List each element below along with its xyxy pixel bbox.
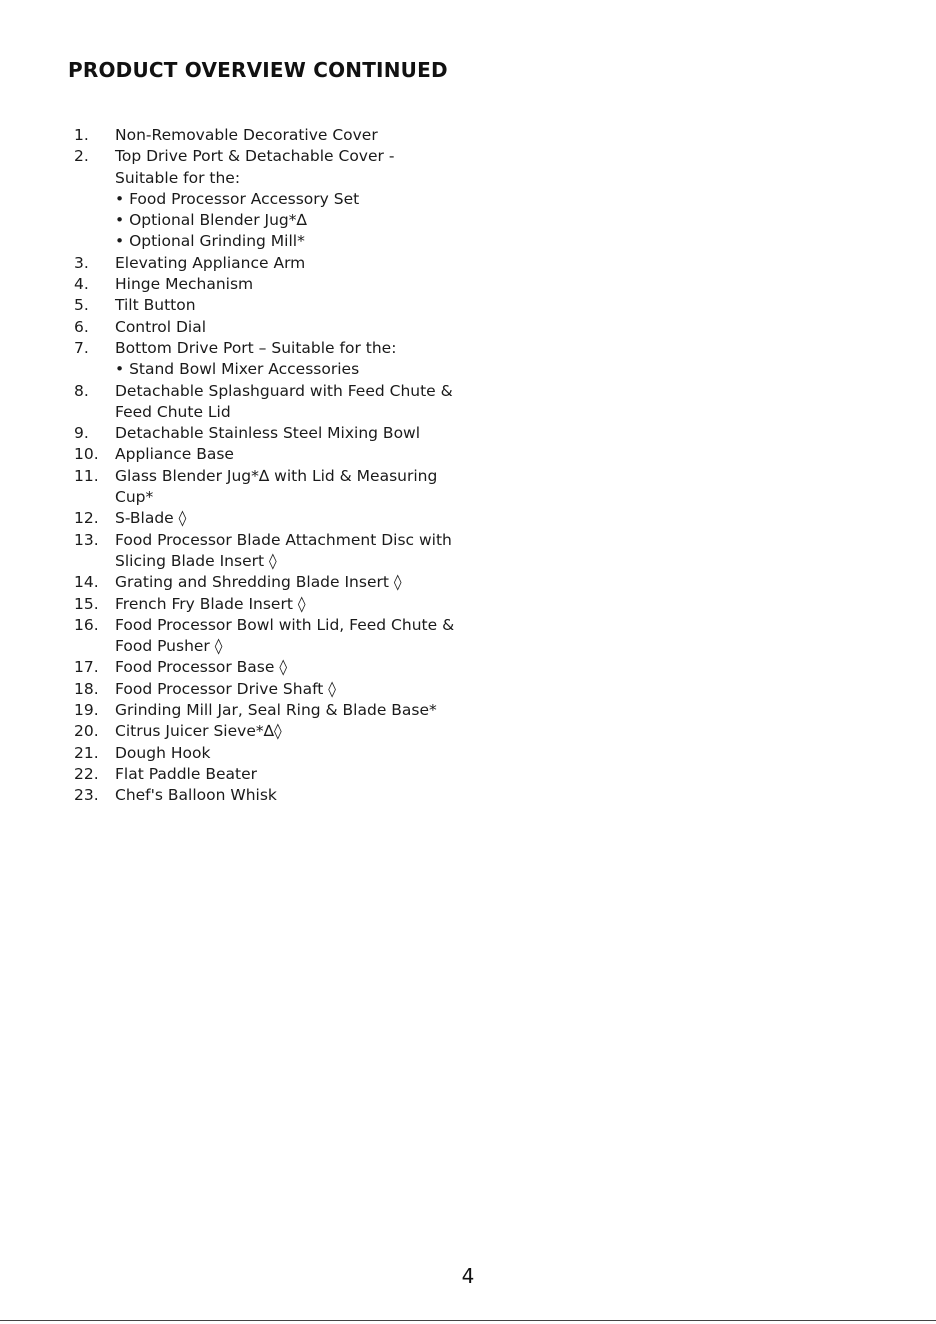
item-number: [74, 168, 115, 189]
item-number: 20.: [74, 722, 99, 741]
item-text: Tilt Button: [115, 296, 196, 315]
item-number: 12.: [74, 509, 99, 528]
list-item: [74, 253, 494, 274]
list-item-continuation: [74, 636, 494, 657]
list-item: [74, 317, 494, 338]
item-number: 10.: [74, 445, 99, 464]
item-text: • Food Processor Accessory Set: [115, 189, 360, 208]
list-item: [74, 444, 494, 465]
list-item-bullet: [74, 189, 494, 210]
list-item-continuation: [74, 551, 494, 572]
item-text: Non-Removable Decorative Cover: [115, 126, 378, 144]
list-item-bullet: [74, 231, 494, 252]
item-text: Food Processor Base ◊: [115, 658, 288, 677]
list-item: [74, 700, 494, 721]
list-item: [74, 508, 494, 529]
item-number: 6.: [74, 317, 89, 336]
list-item-bullet: [74, 210, 494, 231]
item-number: 21.: [74, 743, 99, 762]
item-text: Food Processor Drive Shaft ◊: [115, 679, 336, 698]
item-number: 17.: [74, 658, 99, 677]
list-item: [74, 594, 494, 615]
list-item: [74, 466, 494, 487]
item-text: Slicing Blade Insert ◊: [115, 551, 277, 570]
list-item: [74, 125, 494, 146]
item-text: Dough Hook: [115, 743, 211, 762]
item-number: 9.: [74, 424, 89, 443]
item-number: 7.: [74, 338, 89, 357]
item-number: [74, 551, 115, 572]
item-text: Grating and Shredding Blade Insert ◊: [115, 573, 402, 592]
list-item: [74, 743, 494, 764]
item-text: Appliance Base: [115, 445, 234, 464]
item-number: 13.: [74, 530, 99, 549]
item-number: 1.: [74, 126, 89, 144]
list-item-bullet: [74, 359, 494, 380]
item-number: 15.: [74, 594, 99, 613]
item-text: Cup*: [115, 488, 154, 507]
list-item-continuation: [74, 168, 494, 189]
item-text: Grinding Mill Jar, Seal Ring & Blade Base*: [115, 701, 437, 720]
list-item: [74, 764, 494, 785]
item-text: Glass Blender Jug*∆ with Lid & Measuring: [115, 466, 438, 485]
item-text: Citrus Juicer Sieve*∆◊: [115, 722, 282, 741]
item-text: Food Processor Bowl with Lid, Feed Chute &: [115, 615, 455, 634]
page-number: 4: [461, 1264, 475, 1288]
list-item: [74, 338, 494, 359]
page-title: PRODUCT OVERVIEW CONTINUED: [68, 58, 448, 82]
list-item: [74, 530, 494, 551]
list-item: [74, 615, 494, 636]
item-number: 3.: [74, 253, 89, 272]
list-item: [74, 721, 494, 742]
item-text: Detachable Splashguard with Feed Chute &: [115, 381, 453, 400]
item-number: 4.: [74, 275, 89, 294]
item-text: • Optional Grinding Mill*: [115, 232, 305, 251]
item-text: Food Processor Blade Attachment Disc with: [115, 530, 452, 549]
item-number: 16.: [74, 615, 99, 634]
item-text: Suitable for the:: [115, 168, 241, 187]
item-text: Top Drive Port & Detachable Cover -: [115, 147, 395, 166]
item-text: Detachable Stainless Steel Mixing Bowl: [115, 424, 421, 443]
item-text: Elevating Appliance Arm: [115, 253, 306, 272]
list-item: [74, 295, 494, 316]
parts-list: [74, 125, 494, 807]
item-number: 23.: [74, 786, 99, 805]
item-number: [74, 231, 115, 252]
list-item: [74, 423, 494, 444]
item-number: [74, 487, 115, 508]
item-text: Control Dial: [115, 317, 207, 336]
item-text: Food Pusher ◊: [115, 637, 223, 656]
list-item: [74, 146, 494, 167]
item-text: French Fry Blade Insert ◊: [115, 594, 306, 613]
list-item-continuation: [74, 487, 494, 508]
list-item: [74, 572, 494, 593]
item-number: 2.: [74, 147, 89, 166]
list-item-continuation: [74, 402, 494, 423]
item-text: S-Blade ◊: [115, 509, 187, 528]
item-number: [74, 210, 115, 231]
list-item: [74, 785, 494, 806]
item-number: [74, 189, 115, 210]
item-number: [74, 359, 115, 380]
item-text: Hinge Mechanism: [115, 275, 254, 294]
item-number: [74, 636, 115, 657]
item-number: [74, 402, 115, 423]
item-number: 8.: [74, 381, 89, 400]
bottom-rule: [0, 1320, 936, 1321]
item-number: 22.: [74, 764, 99, 783]
list-item: [74, 679, 494, 700]
item-text: • Optional Blender Jug*∆: [115, 211, 307, 230]
item-text: Feed Chute Lid: [115, 402, 231, 421]
item-text: Flat Paddle Beater: [115, 764, 257, 783]
list-item: [74, 274, 494, 295]
item-number: 5.: [74, 296, 89, 315]
item-number: 18.: [74, 679, 99, 698]
item-number: 14.: [74, 573, 99, 592]
item-text: Chef's Balloon Whisk: [115, 786, 277, 805]
list-item: [74, 381, 494, 402]
item-text: Bottom Drive Port – Suitable for the:: [115, 338, 397, 357]
item-number: 19.: [74, 701, 99, 720]
item-text: • Stand Bowl Mixer Accessories: [115, 360, 360, 379]
list-item: [74, 657, 494, 678]
item-number: 11.: [74, 466, 99, 485]
